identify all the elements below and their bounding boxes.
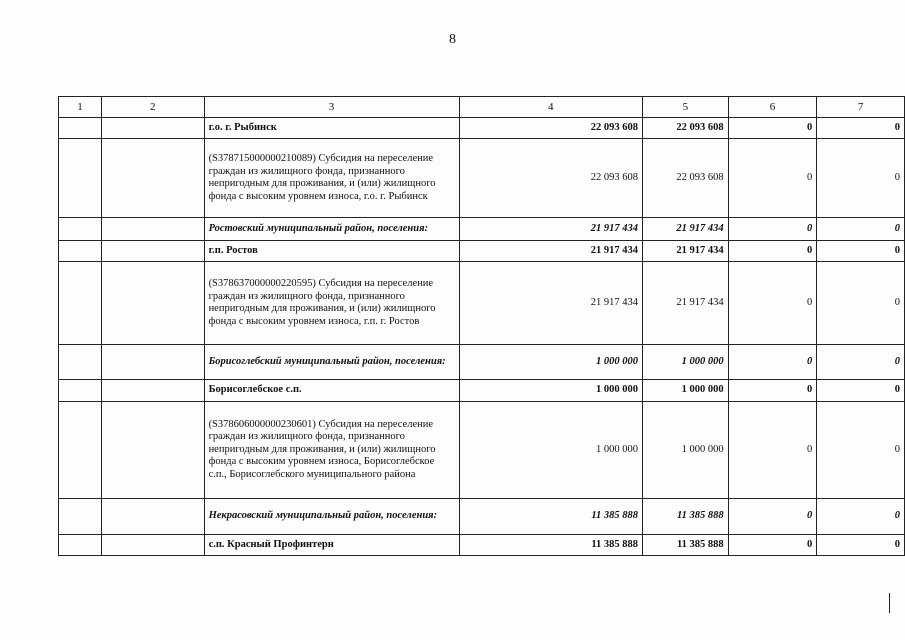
cell-name: Борисоглебский муниципальный район, поселения: [204, 345, 459, 380]
header-col-7: 7 [817, 97, 905, 118]
cell-col-6: 0 [728, 139, 817, 218]
cell-name: г.п. Ростов [204, 241, 459, 262]
cell-col-1 [59, 218, 102, 241]
cell-col-2 [101, 118, 204, 139]
cell-col-7: 0 [817, 218, 905, 241]
cell-col-1 [59, 345, 102, 380]
cell-col-4: 11 385 888 [459, 535, 643, 556]
cell-col-2 [101, 262, 204, 345]
table-row [59, 402, 905, 499]
cell-col-2 [101, 241, 204, 262]
table-row [59, 241, 905, 262]
cell-col-6: 0 [728, 262, 817, 345]
cell-col-1 [59, 118, 102, 139]
cell-col-5: 11 385 888 [643, 499, 729, 535]
table-header-row [59, 97, 905, 118]
cell-col-7: 0 [817, 380, 905, 402]
cell-col-4: 21 917 434 [459, 218, 643, 241]
header-col-1: 1 [59, 97, 102, 118]
cell-col-4: 1 000 000 [459, 345, 643, 380]
cell-col-6: 0 [728, 241, 817, 262]
cell-col-2 [101, 535, 204, 556]
cell-col-7: 0 [817, 535, 905, 556]
cell-col-1 [59, 402, 102, 499]
cell-col-4: 1 000 000 [459, 402, 643, 499]
cell-col-4: 22 093 608 [459, 118, 643, 139]
cell-name: (S378606000000230601) Субсидия на переселение граждан из жилищного фонда, признанного непригодным для проживания, и (или) жилищного фонда с высоким уровнем износа, Борисоглебское с.п., Борисоглебского муниципального района [204, 402, 459, 499]
header-col-6: 6 [728, 97, 817, 118]
cell-col-4: 1 000 000 [459, 380, 643, 402]
cell-col-5: 1 000 000 [643, 345, 729, 380]
table-row [59, 345, 905, 380]
cell-col-5: 21 917 434 [643, 262, 729, 345]
cell-col-6: 0 [728, 535, 817, 556]
cell-col-1 [59, 262, 102, 345]
table-row [59, 139, 905, 218]
header-col-3: 3 [204, 97, 459, 118]
scan-mark [889, 593, 890, 613]
page-number: 8 [449, 32, 456, 47]
cell-col-7: 0 [817, 118, 905, 139]
cell-col-7: 0 [817, 402, 905, 499]
cell-col-4: 22 093 608 [459, 139, 643, 218]
cell-name: (S378637000000220595) Субсидия на переселение граждан из жилищного фонда, признанного непригодным для проживания, и (или) жилищного фонда с высоким уровнем износа, г.п. г. Ростов [204, 262, 459, 345]
cell-col-6: 0 [728, 218, 817, 241]
cell-col-1 [59, 499, 102, 535]
cell-col-6: 0 [728, 345, 817, 380]
cell-col-4: 21 917 434 [459, 262, 643, 345]
header-col-2: 2 [101, 97, 204, 118]
header-col-4: 4 [459, 97, 643, 118]
cell-col-2 [101, 402, 204, 499]
table-row [59, 499, 905, 535]
cell-col-5: 11 385 888 [643, 535, 729, 556]
cell-col-1 [59, 241, 102, 262]
table-row [59, 535, 905, 556]
cell-name: Борисоглебское с.п. [204, 380, 459, 402]
cell-name: г.о. г. Рыбинск [204, 118, 459, 139]
table-body [59, 118, 905, 556]
cell-col-6: 0 [728, 380, 817, 402]
cell-col-6: 0 [728, 499, 817, 535]
cell-col-2 [101, 218, 204, 241]
cell-col-2 [101, 380, 204, 402]
cell-col-2 [101, 139, 204, 218]
table-row [59, 218, 905, 241]
cell-col-5: 22 093 608 [643, 139, 729, 218]
cell-col-6: 0 [728, 118, 817, 139]
cell-col-1 [59, 139, 102, 218]
cell-col-2 [101, 345, 204, 380]
cell-col-1 [59, 535, 102, 556]
cell-col-7: 0 [817, 241, 905, 262]
cell-col-4: 21 917 434 [459, 241, 643, 262]
cell-col-6: 0 [728, 402, 817, 499]
cell-col-4: 11 385 888 [459, 499, 643, 535]
cell-name: с.п. Красный Профинтерн [204, 535, 459, 556]
cell-col-5: 21 917 434 [643, 241, 729, 262]
table-row [59, 262, 905, 345]
table-row [59, 380, 905, 402]
cell-col-7: 0 [817, 499, 905, 535]
cell-col-2 [101, 499, 204, 535]
cell-col-5: 21 917 434 [643, 218, 729, 241]
cell-col-7: 0 [817, 262, 905, 345]
table-row [59, 118, 905, 139]
cell-col-7: 0 [817, 345, 905, 380]
budget-table [58, 96, 905, 556]
cell-name: Некрасовский муниципальный район, поселения: [204, 499, 459, 535]
cell-col-1 [59, 380, 102, 402]
cell-col-5: 22 093 608 [643, 118, 729, 139]
header-col-5: 5 [643, 97, 729, 118]
cell-name: (S378715000000210089) Субсидия на переселение граждан из жилищного фонда, признанного непригодным для проживания, и (или) жилищного фонда с высоким уровнем износа, г.о. г. Рыбинск [204, 139, 459, 218]
cell-col-7: 0 [817, 139, 905, 218]
cell-col-5: 1 000 000 [643, 380, 729, 402]
cell-col-5: 1 000 000 [643, 402, 729, 499]
cell-name: Ростовский муниципальный район, поселения: [204, 218, 459, 241]
